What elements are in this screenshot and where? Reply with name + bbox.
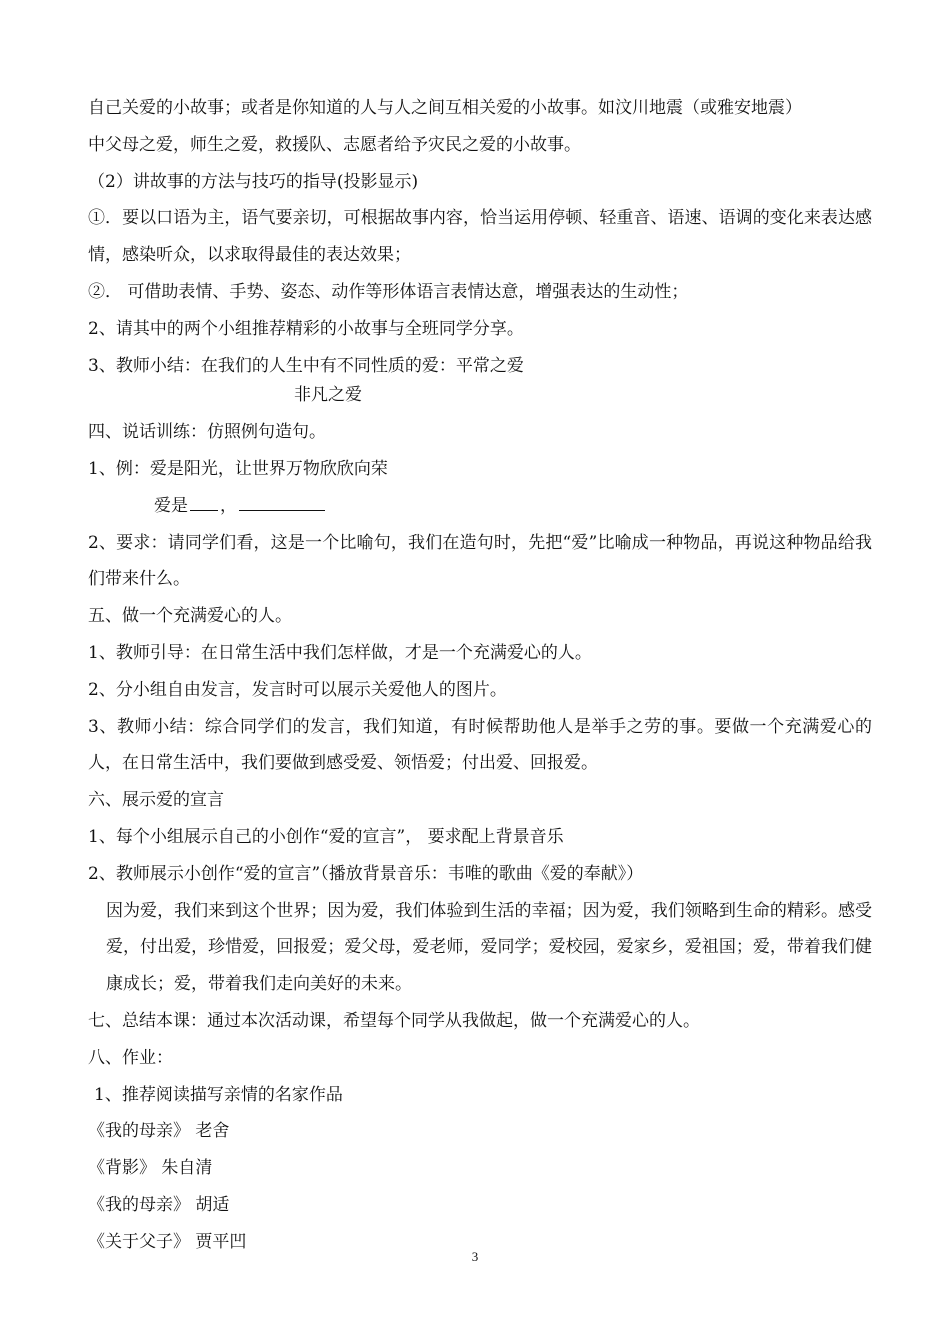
section-heading: 六、展示爱的宣言: [88, 790, 224, 811]
text-paragraph: ①．要以口语为主，语气要亲切，可根据故事内容，恰当运用停顿、轻重音、语速、语调的变化来表达感情，感染听众，以求取得最佳的表达效果；: [88, 208, 872, 266]
blank-line: [190, 493, 218, 511]
text-line: 1、教师引导：在日常生活中我们怎样做，才是一个充满爱心的人。: [88, 642, 592, 663]
declaration-paragraph: 因为爱，我们来到这个世界；因为爱，我们体验到生活的幸福；因为爱，我们领略到生命的精彩。感受爱，付出爱，珍惜爱，回报爱；爱父母，爱老师，爱同学；爱校园，爱家乡，爱祖国；爱，带着我们健康成长；爱，带着我们走向美好的未来。: [106, 900, 872, 995]
text-paragraph: 2、要求：请同学们看，这是一个比喻句，我们在造句时，先把“爱”比喻成一种物品，再说这种物品给我们带来什么。: [88, 532, 872, 590]
section-heading: 四、说话训练：仿照例句造句。: [88, 422, 326, 443]
fill-in-sentence: [88, 488, 872, 525]
text-line: 2、教师展示小创作“爱的宣言”（播放背景音乐：韦唯的歌曲《爱的奉献》）: [88, 863, 644, 884]
fill-in-prefix: 爱是: [154, 495, 188, 516]
section-heading: （2）讲故事的方法与技巧的指导(投影显示): [88, 171, 419, 192]
blank-line: [239, 493, 325, 511]
page-number: 3: [471, 1249, 479, 1264]
fill-in-comma: ，: [220, 495, 237, 516]
text-line: 非凡之爱: [294, 385, 362, 406]
book-item: 《我的母亲》 老舍: [88, 1121, 230, 1142]
book-item: 《关于父子》 贾平凹: [88, 1231, 247, 1252]
book-item: 《背影》 朱自清: [88, 1158, 213, 1179]
text-line: 1、每个小组展示自己的小创作“爱的宣言”， 要求配上背景音乐: [88, 826, 564, 847]
section-heading: 五、做一个充满爱心的人。: [88, 606, 292, 627]
text-line: 3、教师小结：在我们的人生中有不同性质的爱：平常之爱: [88, 355, 524, 376]
text-line: 1、推荐阅读描写亲情的名家作品: [94, 1084, 343, 1105]
text-line: 1、例：爱是阳光，让世界万物欣欣向荣: [88, 458, 388, 479]
text-line: 2、请其中的两个小组推荐精彩的小故事与全班同学分享。: [88, 318, 524, 339]
text-line: 自己关爱的小故事；或者是你知道的人与人之间互相关爱的小故事。如汶川地震（或雅安地震）: [88, 98, 802, 118]
book-item: 《我的母亲》 胡适: [88, 1194, 230, 1215]
text-line: ②． 可借助表情、手势、姿态、动作等形体语言表情达意，增强表达的生动性；: [88, 281, 689, 302]
text-line: 2、分小组自由发言，发言时可以展示关爱他人的图片。: [88, 679, 507, 700]
section-heading: 七、总结本课：通过本次活动课，希望每个同学从我做起，做一个充满爱心的人。: [88, 1010, 700, 1031]
document-body: [88, 90, 872, 1261]
section-heading: 八、作业：: [88, 1047, 173, 1068]
text-line: 中父母之爱，师生之爱，救援队、志愿者给予灾民之爱的小故事。: [88, 134, 581, 155]
text-paragraph: 3、教师小结：综合同学们的发言，我们知道，有时候帮助他人是举手之劳的事。要做一个充满爱心的人，在日常生活中，我们要做到感受爱、领悟爱；付出爱、回报爱。: [88, 716, 872, 774]
